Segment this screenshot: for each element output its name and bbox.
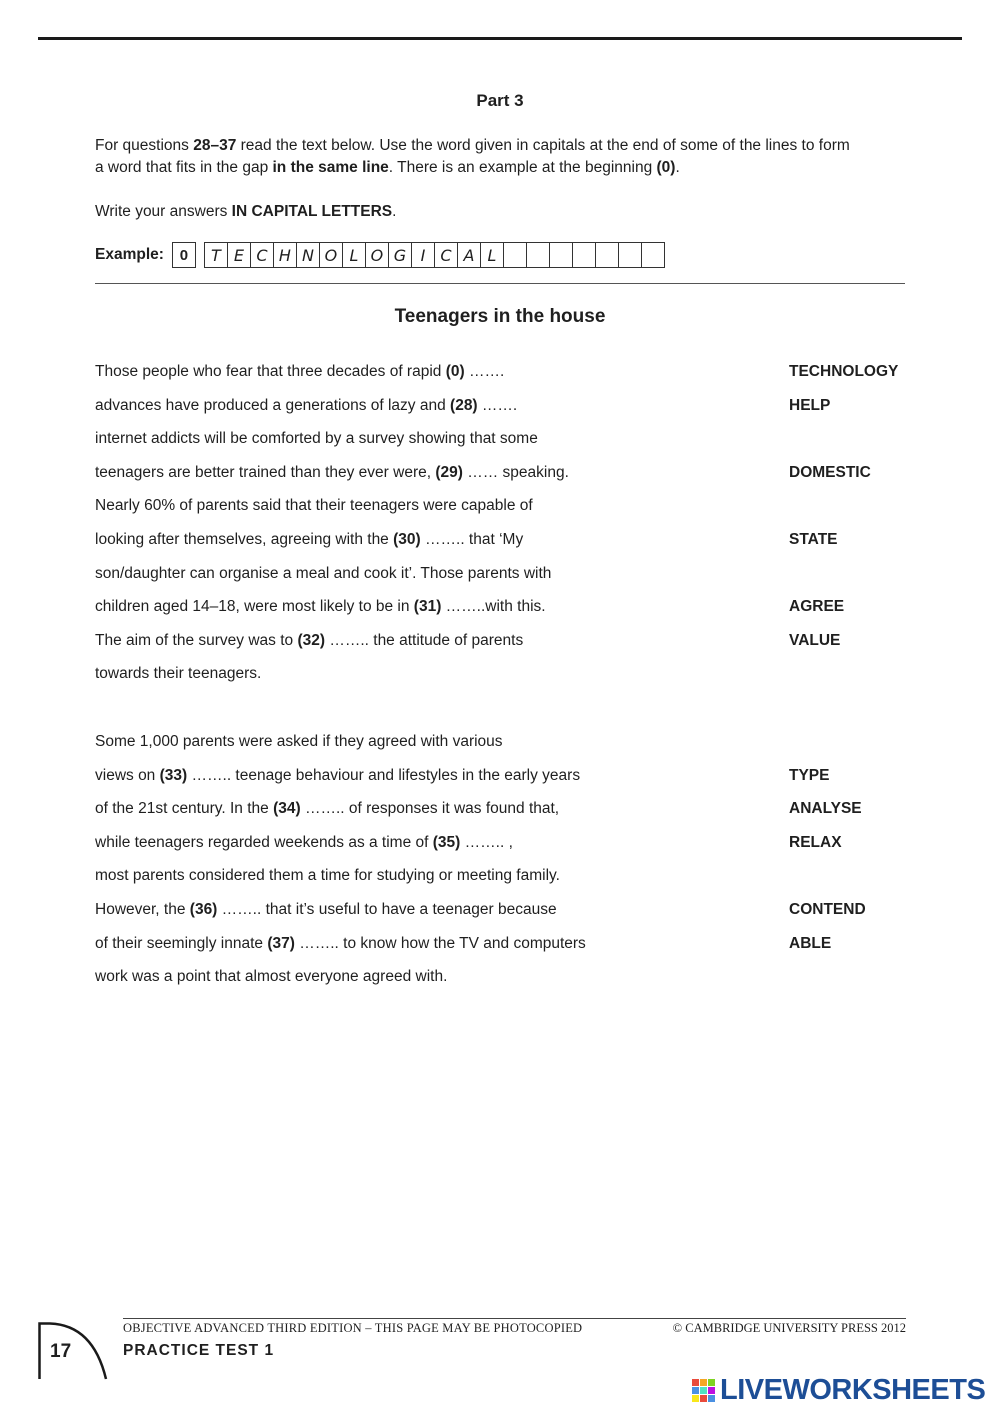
example-letter-box: A <box>458 242 481 268</box>
example-letter-box: I <box>412 242 435 268</box>
gap-placeholder[interactable]: …….. of responses it was found that, <box>300 800 560 818</box>
gap-placeholder[interactable]: ……. <box>464 363 505 380</box>
liveworksheets-grid-icon <box>692 1379 716 1403</box>
example-letter-box <box>573 242 596 268</box>
text-line <box>95 563 551 585</box>
example-number-box: 0 <box>172 242 196 268</box>
text-line-content: Those people who fear that three decades of rapid <box>95 363 446 380</box>
example-letter-box: G <box>389 242 412 268</box>
gap-placeholder[interactable]: …….. the attitude of parents <box>325 631 524 649</box>
gap-number: (29) <box>435 463 463 481</box>
text-line-content: teenagers are better trained than they ever were, <box>95 463 436 481</box>
text-line <box>95 731 503 753</box>
stem-word: STATE <box>789 531 838 548</box>
text-line-content: However, the <box>95 901 190 918</box>
liveworksheets-logo <box>692 1374 985 1407</box>
stem-word: AGREE <box>789 598 845 616</box>
text-line-content: internet addicts will be comforted by a survey showing that some <box>95 430 538 448</box>
page-number: 17 <box>50 1341 72 1362</box>
example-letter-box <box>642 242 665 268</box>
footer-left-text: OBJECTIVE ADVANCED THIRD EDITION – THIS PAGE MAY BE PHOTOCOPIED <box>123 1321 583 1335</box>
stem-word: ABLE <box>789 934 832 952</box>
instructions-paragraph <box>95 135 910 179</box>
instr-bold: in the same line <box>272 159 389 176</box>
example-letter-box: C <box>435 242 458 268</box>
gap-number: (31) <box>413 598 442 616</box>
page-number-tab-icon <box>38 1322 108 1380</box>
instr-text: . <box>675 159 680 176</box>
example-letter-box <box>550 242 573 268</box>
liveworksheets-wordmark: LIVEWORKSHEETS <box>720 1374 986 1406</box>
text-line <box>95 765 580 787</box>
stem-word: TYPE <box>789 766 830 784</box>
example-letter-box <box>619 242 642 268</box>
footer-rule <box>123 1318 906 1319</box>
stem-word: RELAX <box>789 833 842 851</box>
example-letter-box: E <box>228 242 251 268</box>
text-line <box>95 630 523 652</box>
text-line-content: Some 1,000 parents were asked if they agreed with various <box>95 733 503 750</box>
text-line <box>95 798 559 820</box>
text-line <box>95 395 517 417</box>
gap-number: (35) <box>432 833 461 851</box>
text-line-content: work was a point that almost everyone agreed with. <box>95 968 448 986</box>
instr-text: . <box>392 203 397 220</box>
instr-text: . There is an example at the beginning <box>388 159 657 176</box>
gap-number: (33) <box>159 766 188 784</box>
separator-rule <box>95 283 905 284</box>
text-line-content: advances have produced a generations of lazy and <box>95 396 451 414</box>
gap-placeholder[interactable]: …….. that ‘My <box>420 531 524 548</box>
gap-placeholder[interactable]: …… speaking. <box>462 463 569 481</box>
example-letter-box: O <box>366 242 389 268</box>
example-letter-box <box>504 242 527 268</box>
text-line <box>95 933 586 955</box>
text-line <box>95 966 447 988</box>
example-label: Example: <box>95 246 164 263</box>
gap-number: (37) <box>267 934 295 952</box>
text-line <box>95 361 504 383</box>
text-line <box>95 428 538 450</box>
gap-placeholder[interactable]: …….. , <box>460 833 513 851</box>
gap-number: (34) <box>273 800 301 818</box>
text-line-content: views on <box>95 766 160 784</box>
stem-word: ANALYSE <box>789 800 862 818</box>
text-line <box>95 495 533 517</box>
gap-placeholder[interactable]: …….. teenage behaviour and lifestyles in the early years <box>187 766 581 784</box>
instr-text: Write your answers <box>95 203 232 220</box>
instr-bold: (0) <box>656 159 676 176</box>
stem-word: HELP <box>789 396 831 414</box>
text-line-content: looking after themselves, agreeing with the <box>95 531 394 548</box>
text-line <box>95 865 560 887</box>
stem-word: VALUE <box>789 631 841 649</box>
example-letter-box: T <box>205 242 228 268</box>
text-line-content: while teenagers regarded weekends as a time of <box>95 833 433 851</box>
gap-placeholder[interactable]: …….. that it’s useful to have a teenager because <box>217 901 557 918</box>
instr-text: For questions <box>95 137 194 154</box>
text-line-content: of the 21st century. In the <box>95 800 274 818</box>
gap-placeholder[interactable]: ……. <box>477 396 518 414</box>
example-letter-box: L <box>343 242 366 268</box>
gap-number: (28) <box>450 396 478 414</box>
part-title: Part 3 <box>476 91 524 110</box>
text-line <box>95 529 523 551</box>
top-rule <box>38 37 962 40</box>
instr-text: a word that fits in the gap <box>95 159 273 176</box>
instr-text: read the text below. Use the word given in capitals at the end of some of the lines to form <box>236 137 850 154</box>
text-line-content: Nearly 60% of parents said that their teenagers were capable of <box>95 497 533 515</box>
gap-placeholder[interactable]: ……..with this. <box>441 598 546 616</box>
stem-word: DOMESTIC <box>789 463 871 481</box>
text-line <box>95 899 557 921</box>
example-letter-box <box>596 242 619 268</box>
text-line-content: towards their teenagers. <box>95 665 262 683</box>
text-line-content: The aim of the survey was to <box>95 631 298 649</box>
text-line-content: son/daughter can organise a meal and cook it’. Those parents with <box>95 564 552 582</box>
gap-number: (0) <box>445 363 465 380</box>
text-line <box>95 596 546 618</box>
example-letter-box: N <box>297 242 320 268</box>
stem-word: CONTEND <box>789 901 866 918</box>
example-letter-box <box>527 242 550 268</box>
text-line <box>95 462 569 484</box>
instr-bold: 28–37 <box>193 137 237 154</box>
gap-number: (32) <box>297 631 326 649</box>
example-row <box>95 242 665 268</box>
example-letter-box: L <box>481 242 504 268</box>
text-line <box>95 663 261 685</box>
instr-bold: IN CAPITAL LETTERS <box>231 203 393 220</box>
text-line <box>95 832 513 854</box>
text-line-content: of their seemingly innate <box>95 934 268 952</box>
answer-instruction <box>95 201 910 223</box>
example-answer-boxes <box>204 242 665 268</box>
example-letter-box: O <box>320 242 343 268</box>
example-letter-box: C <box>251 242 274 268</box>
section-title: PRACTICE TEST 1 <box>123 1342 275 1359</box>
example-letter-box: H <box>274 242 297 268</box>
text-line-content: most parents considered them a time for studying or meeting family. <box>95 867 560 885</box>
footer-copyright: © CAMBRIDGE UNIVERSITY PRESS 2012 <box>672 1321 906 1335</box>
gap-number: (36) <box>189 901 218 918</box>
gap-number: (30) <box>393 531 421 548</box>
gap-placeholder[interactable]: …….. to know how the TV and computers <box>294 934 586 952</box>
text-title: Teenagers in the house <box>394 306 606 327</box>
stem-word: TECHNOLOGY <box>789 363 899 380</box>
text-line-content: children aged 14–18, were most likely to be in <box>95 598 414 616</box>
